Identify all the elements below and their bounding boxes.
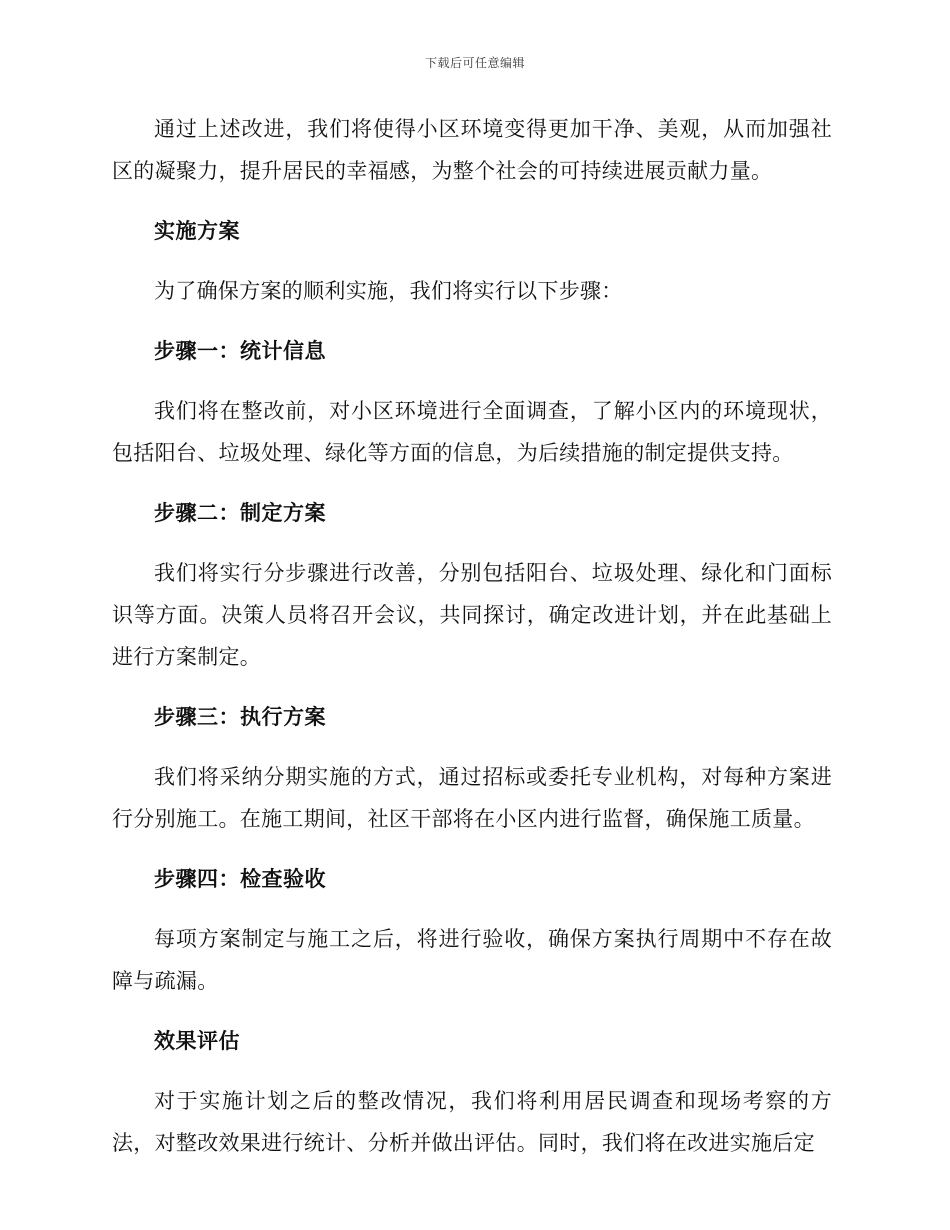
page-header: 下载后可任意编辑 <box>424 56 525 70</box>
paragraph-step-1: 我们将在整改前，对小区环境进行全面调查，了解小区内的环境现状，包括阳台、垃圾处理、绿化等方面的信息，为后续措施的制定提供支持。 <box>112 399 832 465</box>
document-body <box>112 108 832 1182</box>
step-heading-3: 步骤三：执行方案 <box>154 705 326 729</box>
step-heading-4: 步骤四：检查验收 <box>154 867 326 891</box>
step-heading-1: 步骤一：统计信息 <box>154 339 326 363</box>
paragraph-step-4: 每项方案制定与施工之后，将进行验收，确保方案执行周期中不存在故障与疏漏。 <box>112 927 832 993</box>
paragraph-evaluation: 对于实施计划之后的整改情况，我们将利用居民调查和现场考察的方法，对整改效果进行统计、分析并做出评估。同时，我们将在改进实施后定 <box>112 1089 832 1155</box>
paragraph-step-3: 我们将采纳分期实施的方式，通过招标或委托专业机构，对每种方案进行分别施工。在施工期间，社区干部将在小区内进行监督，确保施工质量。 <box>112 765 832 831</box>
section-heading-evaluation: 效果评估 <box>154 1029 240 1053</box>
step-heading-2: 步骤二：制定方案 <box>154 501 326 525</box>
paragraph-implementation-intro: 为了确保方案的顺利实施，我们将实行以下步骤： <box>154 279 623 303</box>
paragraph-step-2: 我们将实行分步骤进行改善，分别包括阳台、垃圾处理、绿化和门面标识等方面。决策人员将召开会议，共同探讨，确定改进计划，并在此基础上进行方案制定。 <box>112 561 832 669</box>
paragraph-intro: 通过上述改进，我们将使得小区环境变得更加干净、美观，从而加强社区的凝聚力，提升居民的幸福感，为整个社会的可持续进展贡献力量。 <box>112 117 832 183</box>
section-heading-implementation: 实施方案 <box>154 219 240 243</box>
